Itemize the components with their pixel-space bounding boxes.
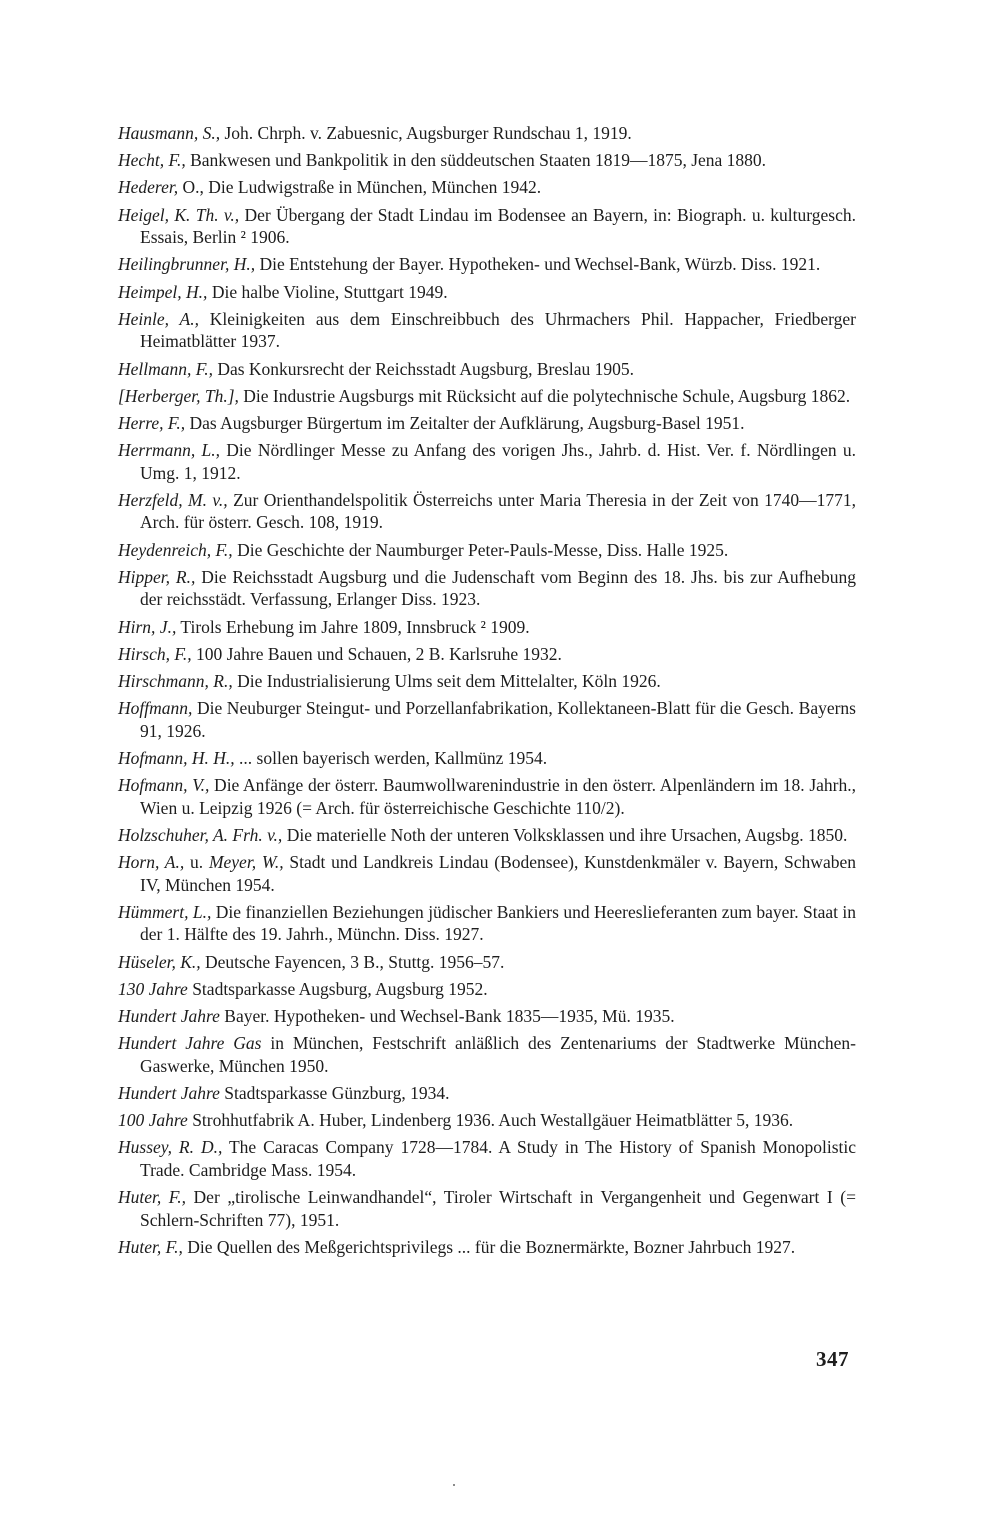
bibliography-entry (118, 774, 856, 819)
entry-text: Kleinigkeiten aus dem Einschreibbuch des Uhrmachers Phil. Happacher, Friedberger Heimatblätter 1937. (140, 308, 856, 352)
entry-text: Joh. Chrph. v. Zabuesnic, Augsburger Rundschau 1, 1919. (220, 123, 632, 143)
entry-author: Hofmann, H. H., (118, 747, 235, 768)
entry-text: Die Entstehung der Bayer. Hypotheken- und Wechsel-Bank, Würzb. Diss. 1921. (255, 254, 821, 275)
entry-author: Hüseler, K., (118, 951, 201, 972)
entry-text: Das Konkursrecht der Reichsstadt Augsburg, Breslau 1905. (212, 358, 635, 379)
entry-author: Hundert Jahre (118, 1006, 220, 1027)
entry-author: [Herberger, Th.], (118, 385, 239, 406)
entry-text: Die Neuburger Steingut- und Porzellanfabrikation, Kollektaneen-Blatt für die Gesch. Bayerns 91, 1926. (140, 698, 856, 741)
bibliography-entry (118, 204, 856, 249)
bibliography-entry (118, 439, 856, 484)
entry-author: Hundert Jahre Gas (118, 1033, 262, 1054)
entry-text: Zur Orienthandelspolitik Österreichs unter Maria Theresia in der Zeit von 1740—1771, Arch. für österr. Gesch. 108, 1919. (140, 489, 856, 533)
entry-author: Hederer, (118, 177, 179, 198)
entry-text: Die halbe Violine, Stuttgart 1949. (207, 281, 448, 302)
bibliography-entry (118, 176, 856, 199)
entry-text: u. (184, 852, 209, 873)
bibliography-entry (118, 1005, 856, 1028)
bibliography-entry (118, 901, 856, 946)
bibliography-entry (118, 643, 856, 666)
entry-author: Heydenreich, F., (118, 539, 233, 560)
entry-author: Heigel, K. Th. v., (118, 204, 240, 225)
bibliography-entry (118, 1236, 856, 1259)
entry-author: Horn, A., (118, 852, 185, 873)
entry-author: Huter, F., (118, 1236, 183, 1257)
bibliography-entry (118, 539, 856, 562)
bibliography-entry (118, 281, 856, 304)
bibliography-entry (118, 358, 856, 381)
entry-text: Die materielle Noth der unteren Volksklassen und ihre Ursachen, Augsbg. 1850. (282, 824, 848, 845)
entry-text: ... sollen bayerisch werden, Kallmünz 1954. (234, 747, 548, 768)
entry-text: Stadtsparkasse Günzburg, 1934. (219, 1083, 450, 1103)
bibliography-entry (118, 385, 856, 408)
bibliography-list (118, 122, 856, 1263)
bibliography-entry (118, 566, 856, 611)
entry-text: Die Reichsstadt Augsburg und die Judenschaft vom Beginn des 18. Jhs. bis zur Aufhebung der reichsstädt. Verfassung, Erlanger Diss. 1923. (140, 566, 856, 610)
entry-author: Hofmann, V., (118, 775, 210, 796)
entry-text: Die Geschichte der Naumburger Peter-Pauls-Messe, Diss. Halle 1925. (232, 539, 729, 560)
entry-author: Huter, F., (118, 1187, 186, 1208)
bibliography-entry (118, 122, 856, 145)
entry-author: Hirsch, F., (118, 643, 192, 664)
bibliography-entry (118, 149, 856, 172)
entry-text: in München, Festschrift anläßlich des Zentenariums der Stadtwerke München-Gaswerke, München 1950. (140, 1033, 856, 1076)
entry-text: Bankwesen und Bankpolitik in den süddeutschen Staaten 1819—1875, Jena 1880. (185, 150, 767, 171)
entry-author: Hundert Jahre (118, 1083, 220, 1103)
bibliography-entry (118, 747, 856, 770)
bibliography-entry (118, 1032, 856, 1077)
bibliography-entry (118, 978, 856, 1001)
bibliography-entry (118, 1109, 856, 1132)
bibliography-entry (118, 951, 856, 974)
bibliography-entry (118, 851, 856, 896)
bibliography-entry (118, 253, 856, 276)
bibliography-entry (118, 308, 856, 353)
entry-author: Hirn, J., (118, 616, 177, 637)
entry-author: 100 Jahre (118, 1110, 188, 1131)
bibliography-entry (118, 670, 856, 693)
entry-author: Holzschuher, A. Frh. v., (118, 824, 283, 845)
entry-text: 100 Jahre Bauen und Schauen, 2 B. Karlsruhe 1932. (191, 643, 562, 664)
bibliography-entry (118, 824, 856, 847)
entry-author: Hoffmann, (118, 698, 193, 719)
entry-author: Hirschmann, R., (118, 670, 233, 691)
bibliography-entry (118, 1082, 856, 1105)
entry-text: Tirols Erhebung im Jahre 1809, Innsbruck ² 1909. (176, 616, 530, 637)
entry-text: Deutsche Fayencen, 3 B., Stuttg. 1956–57. (200, 951, 505, 972)
bibliography-entry (118, 616, 856, 639)
bibliography-entry (118, 412, 856, 435)
page-number: 347 (816, 1347, 849, 1371)
entry-text: Bayer. Hypotheken- und Wechsel-Bank 1835—1935, Mü. 1935. (219, 1006, 675, 1027)
entry-author: Heilingbrunner, H., (118, 254, 256, 275)
entry-text: Der „tirolische Leinwandhandel“, Tiroler Wirtschaft in Vergangenheit und Gegenwart I (= Schlern-Schriften 77), 1951. (140, 1187, 856, 1230)
entry-author: Hecht, F., (118, 150, 186, 171)
bibliography-entry (118, 1186, 856, 1231)
bibliography-entry (118, 1136, 856, 1181)
entry-author: Herrmann, L., (118, 440, 221, 461)
entry-text: Die Nördlinger Messe zu Anfang des vorigen Jhs., Jahrb. d. Hist. Ver. f. Nördlingen u. Umg. 1, 1912. (140, 440, 856, 483)
entry-text: Der Übergang der Stadt Lindau im Bodensee an Bayern, in: Biograph. u. kulturgesch. Essais, Berlin ² 1906. (140, 204, 856, 248)
entry-author: Meyer, W., (208, 852, 284, 873)
bibliography-entry (118, 489, 856, 534)
entry-text: Strohhutfabrik A. Huber, Lindenberg 1936. Auch Westallgäuer Heimatblätter 5, 1936. (187, 1110, 794, 1131)
entry-author: Hipper, R., (118, 566, 196, 587)
entry-author: Hussey, R. D., (118, 1137, 223, 1158)
entry-text: Das Augsburger Bürgertum im Zeitalter der Aufklärung, Augsburg-Basel 1951. (185, 412, 745, 433)
entry-text: Die Industrie Augsburgs mit Rücksicht auf die polytechnische Schule, Augsburg 1862. (238, 385, 851, 406)
entry-text: The Caracas Company 1728—1784. A Study in The History of Spanish Monopolistic Trade. Cambridge Mass. 1954. (140, 1137, 857, 1180)
entry-text: Die Industrialisierung Ulms seit dem Mittelalter, Köln 1926. (232, 670, 661, 691)
entry-author: Hellmann, F., (118, 358, 213, 379)
entry-text: Die Anfänge der österr. Baumwollwarenindustrie in den österr. Alpenländern im 18. Jahrh., Wien u. Leipzig 1926 (= Arch. für österreichische Geschichte 110/2). (140, 775, 856, 818)
bibliography-entry (118, 697, 856, 742)
entry-author: Heimpel, H., (118, 281, 208, 302)
entry-author: Hümmert, L., (118, 901, 212, 922)
entry-text: Stadt und Landkreis Lindau (Bodensee), Kunstdenkmäler v. Bayern, Schwaben IV, München 1954. (140, 852, 856, 895)
entry-text: Stadtsparkasse Augsburg, Augsburg 1952. (187, 978, 488, 999)
entry-author: Heinle, A., (118, 308, 199, 329)
entry-text: Die finanziellen Beziehungen jüdischer Bankiers und Heereslieferanten zum bayer. Staat in der 1. Hälfte des 19. Jahrh., Münchn. Diss. 1927. (140, 901, 856, 945)
entry-author: Herre, F., (118, 412, 186, 433)
print-speck (453, 1484, 455, 1486)
entry-author: Herzfeld, M. v., (118, 489, 228, 510)
entry-text: O., Die Ludwigstraße in München, München 1942. (178, 177, 542, 198)
entry-author: 130 Jahre (118, 978, 188, 999)
entry-text: Die Quellen des Meßgerichtsprivilegs ... für die Boznermärkte, Bozner Jahrbuch 1927. (182, 1236, 796, 1257)
entry-author: Hausmann, S., (118, 123, 221, 143)
